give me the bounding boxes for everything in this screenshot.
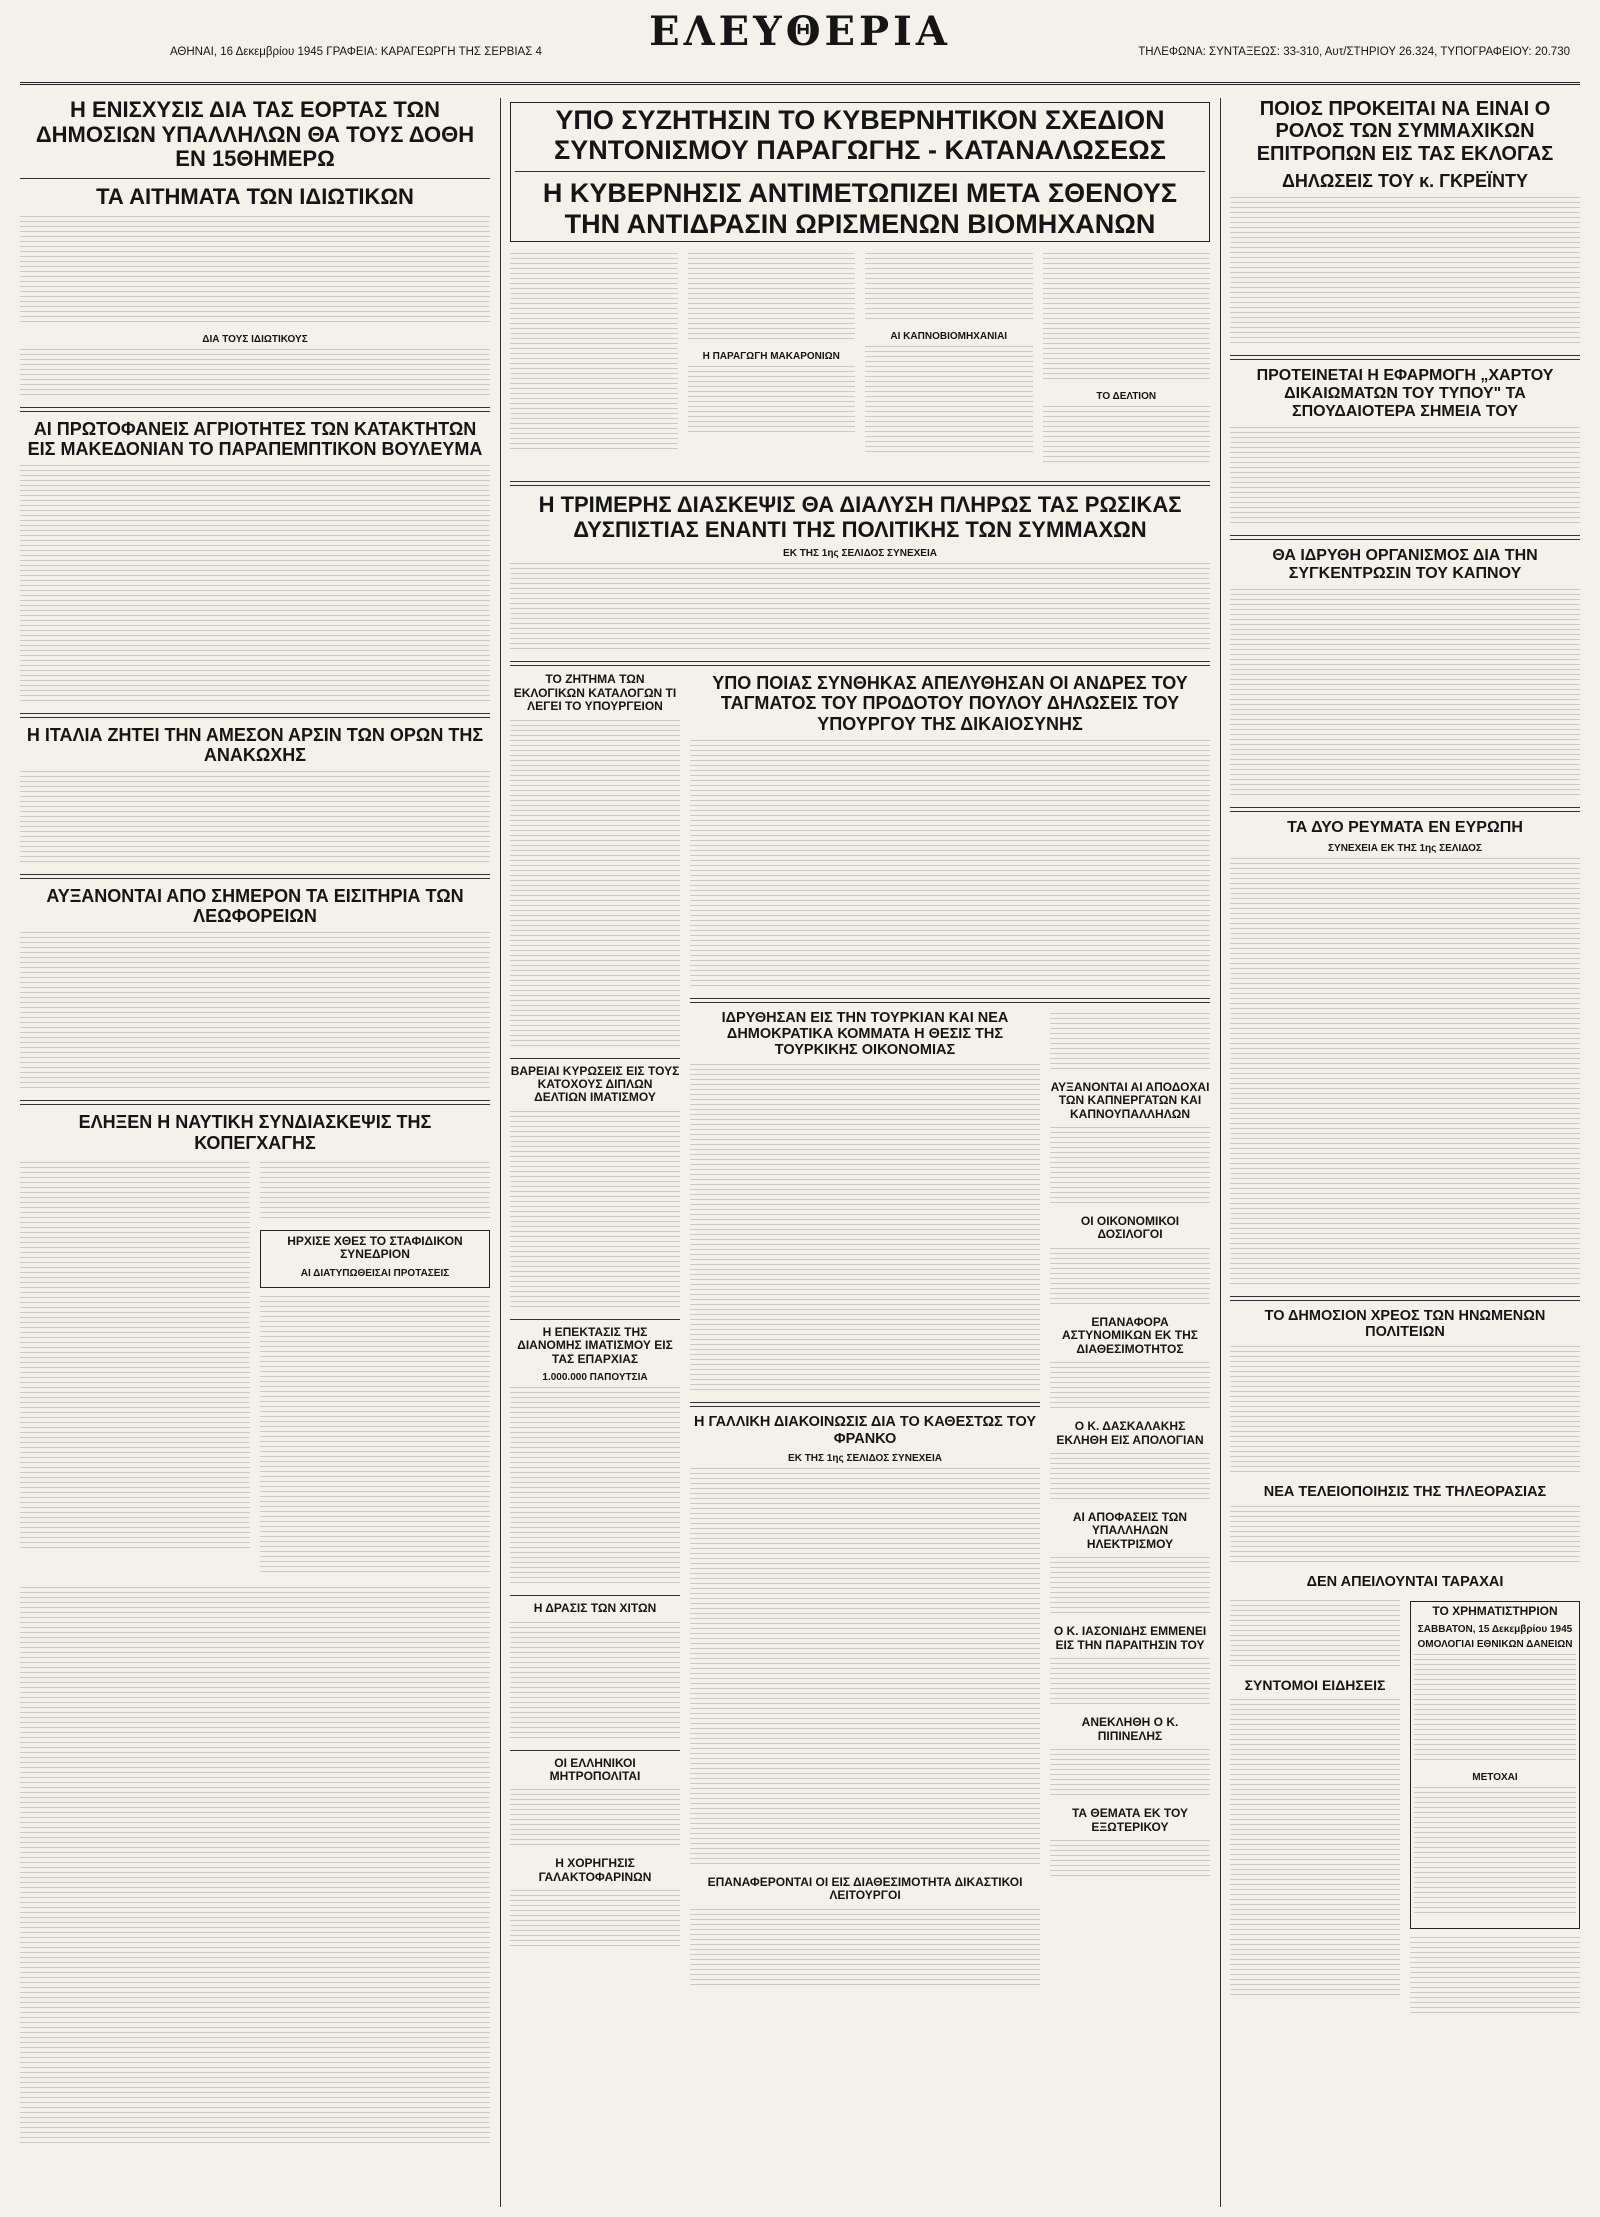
article-text bbox=[1410, 1937, 1580, 2017]
article-text bbox=[20, 932, 490, 1092]
headline-galliki: Η ΓΑΛΛΙΚΗ ΔΙΑΚΟΙΝΩΣΙΣ ΔΙΑ ΤΟ ΚΑΘΕΣΤΩΣ ΤΟΥ ΦΡΑΝΚΟ bbox=[693, 1414, 1037, 1447]
article-text bbox=[20, 349, 490, 399]
headline-pipinelis: ΑΝΕΚΛΗΘΗ Ο Κ. ΠΙΠΙΝΕΛΗΣ bbox=[1081, 1715, 1179, 1743]
headline-rev-mata: ΤΑ ΔΥΟ ΡΕΥΜΑΤΑ ΕΝ ΕΥΡΩΠΗ bbox=[1287, 818, 1523, 836]
headline-chrimatistirion: ΤΟ ΧΡΗΜΑΤΙΣΤΗΡΙΟΝ bbox=[1432, 1603, 1558, 1618]
article-text bbox=[1230, 1346, 1580, 1476]
article-text bbox=[1050, 1658, 1210, 1708]
headline-tileorasia: ΝΕΑ ΤΕΛΕΙΟΠΟΙΗΣΙΣ ΤΗΣ ΤΗΛΕΟΡΑΣΙΑΣ bbox=[1263, 1484, 1547, 1501]
newspaper-title: ΕΛΕΥΘΕΡΙΑ bbox=[649, 8, 951, 55]
stock-exchange-date: ΣΑΒΒΑΤΟΝ, 15 Δεκεμβρίου 1945 bbox=[1417, 1624, 1573, 1636]
article-text bbox=[260, 1162, 490, 1222]
article-text-continued bbox=[20, 1587, 490, 2147]
subhead-papoutsia: 1.000.000 ΠΑΠΟΥΤΣΙΑ bbox=[542, 1372, 648, 1384]
article-text bbox=[1050, 1362, 1210, 1412]
headline-greidy: ΔΗΛΩΣΕΙΣ ΤΟΥ κ. ΓΚΡΕΪΝΤΥ bbox=[1281, 171, 1529, 192]
headline-tourkia: ΙΔΡΥΘΗΣΑΝ ΕΙΣ ΤΗΝ ΤΟΥΡΚΙΑΝ ΚΑΙ ΝΕΑ ΔΗΜΟΚΡΑΤΙΚΑ ΚΟΜΜΑΤΑ Η ΘΕΣΙΣ ΤΗΣ ΤΟΥΡΚΙΚΗΣ ΟΙΚΟΝΟΜΙΑΣ bbox=[721, 1009, 1009, 1059]
stock-table-bonds bbox=[1414, 1654, 1576, 1764]
headline-dikastikoi: ΕΠΑΝΑΦΕΡΟΝΤΑΙ ΟΙ ΕΙΣ ΔΙΑΘΕΣΙΜΟΤΗΤΑ ΔΙΚΑΣΤΙΚΟΙ ΛΕΙΤΟΥΡΓΟΙ bbox=[707, 1874, 1023, 1903]
article-text bbox=[510, 253, 678, 453]
headline-daskalakis: Ο Κ. ΔΑΣΚΑΛΑΚΗΣ ΕΚΛΗΘΗ ΕΙΣ ΑΠΟΛΟΓΙΑΝ bbox=[1056, 1419, 1204, 1447]
article-text bbox=[1050, 1453, 1210, 1503]
headline-tarachai: ΔΕΝ ΑΠΕΙΛΟΥΝΤΑΙ ΤΑΡΑΧΑΙ bbox=[1306, 1574, 1504, 1591]
banner-syntonismos: ΥΠΟ ΣΥΖΗΤΗΣΙΝ ΤΟ ΚΥΒΕΡΝΗΤΙΚΟΝ ΣΧΕΔΙΟΝ ΣΥΝΤΟΝΙΣΜΟΥ ΠΑΡΑΓΩΓΗΣ - ΚΑΤΑΝΑΛΩΣΕΩΣ bbox=[554, 105, 1166, 166]
article-text bbox=[1050, 1557, 1210, 1617]
masthead-date-address: ΑΘΗΝΑΙ, 16 Δεκεμβρίου 1945 ΓΡΑΦΕΙΑ: ΚΑΡΑΓΕΩΡΓΗ ΤΗΣ ΣΕΡΒΙΑΣ 4 bbox=[170, 46, 542, 58]
article-text bbox=[1050, 1749, 1210, 1799]
headline-italia: Η ΙΤΑΛΙΑ ΖΗΤΕΙ ΤΗΝ ΑΜΕΣΟΝ ΑΡΣΙΝ ΤΩΝ ΟΡΩΝ ΤΗΣ ΑΝΑΚΩΧΗΣ bbox=[26, 724, 484, 765]
article-text bbox=[20, 1162, 250, 1552]
banner-kyvernisis: Η ΚΥΒΕΡΝΗΣΙΣ ΑΝΤΙΜΕΤΩΠΙΖΕΙ ΜΕΤΑ ΣΘΕΝΟΥΣ ΤΗΝ ΑΝΤΙΔΡΑΣΙΝ ΩΡΙΣΜΕΝΩΝ ΒΙΟΜΗΧΑΝΩΝ bbox=[542, 178, 1178, 239]
headline-kapnergatai: ΑΥΞΑΝΟΝΤΑΙ ΑΙ ΑΠΟΔΟΧΑΙ ΤΩΝ ΚΑΠΝΕΡΓΑΤΩΝ ΚΑΙ ΚΑΠΝΟΥΠΑΛΛΗΛΩΝ bbox=[1050, 1079, 1210, 1121]
headline-syntomoi-eidiseis: ΣΥΝΤΟΜΟΙ ΕΙΔΗΣΕΙΣ bbox=[1244, 1676, 1386, 1693]
headline-drasis-chiton: Η ΔΡΑΣΙΣ ΤΩΝ ΧΙΤΩΝ bbox=[533, 1601, 657, 1616]
headline-exoteriko: ΤΑ ΘΕΜΑΤΑ ΕΚ ΤΟΥ ΕΞΩΤΕΡΙΚΟΥ bbox=[1071, 1806, 1188, 1834]
subhead-synecheia: ΕΚ ΤΗΣ 1ης ΣΕΛΙΔΟΣ ΣΥΝΕΧΕΙΑ bbox=[783, 548, 937, 560]
headline-eisitiria: ΑΥΞΑΝΟΝΤΑΙ ΑΠΟ ΣΗΜΕΡΟΝ ΤΑ ΕΙΣΙΤΗΡΙΑ ΤΩΝ ΛΕΩΦΟΡΕΙΩΝ bbox=[46, 886, 464, 927]
article-text bbox=[690, 740, 1210, 990]
article-text bbox=[20, 465, 490, 705]
masthead bbox=[20, 8, 1580, 85]
headline-trimeris: Η ΤΡΙΜΕΡΗΣ ΔΙΑΣΚΕΨΙΣ ΘΑ ΔΙΑΛΥΣΗ ΠΛΗΡΩΣ ΤΑΣ ΡΩΣΙΚΑΣ ΔΥΣΠΙΣΤΙΑΣ ΕΝΑΝΤΙ ΤΗΣ ΠΟΛΙΤΙΚΗΣ ΤΩΝ ΣΥΜΜΑΧΩΝ bbox=[538, 491, 1182, 542]
article-text bbox=[510, 1622, 680, 1742]
headline-aitimata: ΤΑ ΑΙΤΗΜΑΤΑ ΤΩΝ ΙΔΙΩΤΙΚΩΝ bbox=[96, 183, 414, 209]
article-text bbox=[690, 1468, 1040, 1868]
article-text bbox=[510, 563, 1210, 653]
article-text bbox=[1230, 858, 1580, 1288]
headline-stafidikon: ΗΡΧΙΣΕ ΧΘΕΣ ΤΟ ΣΤΑΦΙΔΙΚΟΝ ΣΥΝΕΔΡΙΟΝ bbox=[287, 1233, 463, 1262]
subhead-deltion: ΤΟ ΔΕΛΤΙΟΝ bbox=[1096, 390, 1157, 402]
article-text bbox=[1043, 406, 1211, 466]
headline-astynomikoi: ΕΠΑΝΑΦΟΡΑ ΑΣΤΥΝΟΜΙΚΩΝ ΕΚ ΤΗΣ ΔΙΑΘΕΣΙΜΟΤΗΤΟΣ bbox=[1061, 1314, 1199, 1356]
article-text bbox=[690, 1909, 1040, 1989]
headline-naftiki: ΕΛΗΞΕΝ Η ΝΑΥΤΙΚΗ ΣΥΝΔΙΑΣΚΕΨΙΣ ΤΗΣ ΚΟΠΕΓΧΑΓΗΣ bbox=[78, 1112, 432, 1153]
article-text bbox=[510, 1789, 680, 1849]
column-center bbox=[510, 98, 1210, 2207]
article-text bbox=[1230, 1699, 1400, 1999]
article-text bbox=[1050, 1248, 1210, 1308]
headline-tagma-poulou: ΥΠΟ ΠΟΙΑΣ ΣΥΝΘΗΚΑΣ ΑΠΕΛΥΘΗΣΑΝ ΟΙ ΑΝΔΡΕΣ ΤΟΥ ΤΑΓΜΑΤΟΣ ΤΟΥ ΠΡΟΔΟΤΟΥ ΠΟΥΛΟΥ ΔΗΛΩΣΕΙΣ ΤΟΥ ΥΠΟΥΡΓΟΥ ΤΗΣ ΔΙΚΑΙΟΣΥΝΗΣ bbox=[712, 673, 1188, 734]
article-text bbox=[510, 1387, 680, 1587]
subhead-protaseis: ΑΙ ΔΙΑΤΥΠΩΘΕΙΣΑΙ ΠΡΟΤΑΣΕΙΣ bbox=[300, 1267, 450, 1279]
article-text bbox=[1230, 197, 1580, 347]
headline-ilektrismos: ΑΙ ΑΠΟΦΑΣΕΙΣ ΤΩΝ ΥΠΑΛΛΗΛΩΝ ΗΛΕΚΤΡΙΣΜΟΥ bbox=[1072, 1510, 1188, 1551]
subhead-revmata-synecheia: ΣΥΝΕΧΕΙΑ ΕΚ ΤΗΣ 1ης ΣΕΛΙΔΟΣ bbox=[1328, 842, 1482, 854]
headline-epektasis: Η ΕΠΕΚΤΑΣΙΣ ΤΗΣ ΔΙΑΝΟΜΗΣ ΙΜΑΤΙΣΜΟΥ ΕΙΣ ΤΑΣ ΕΠΑΡΧΙΑΣ bbox=[517, 1324, 673, 1366]
subhead-galliki-synecheia: ΕΚ ΤΗΣ 1ης ΣΕΛΙΔΟΣ ΣΥΝΕΧΕΙΑ bbox=[788, 1452, 942, 1464]
subhead-kapnoviomichaniai: ΑΙ ΚΑΠΝΟΒΙΟΜΗΧΑΝΙΑΙ bbox=[890, 330, 1008, 342]
article-text bbox=[1043, 253, 1211, 383]
subhead-idiotikous: ΔΙΑ ΤΟΥΣ ΙΔΙΩΤΙΚΟΥΣ bbox=[202, 333, 308, 345]
stock-table-shares bbox=[1414, 1787, 1576, 1917]
masthead-phones: ΤΗΛΕΦΩΝΑ: ΣΥΝΤΑΞΕΩΣ: 33-310, Αυτ/ΣΤΗΡΙΟΥ 26.324, ΤΥΠΟΓΡΑΦΕΙΟΥ: 20.730 bbox=[1138, 46, 1570, 58]
subhead-omologiai: ΟΜΟΛΟΓΙΑΙ ΕΘΝΙΚΩΝ ΔΑΝΕΙΩΝ bbox=[1417, 1639, 1573, 1651]
column-right bbox=[1230, 98, 1580, 2207]
article-text bbox=[510, 1111, 680, 1311]
article-text bbox=[1050, 1840, 1210, 1880]
headline-mitropolitai: ΟΙ ΕΛΛΗΝΙΚΟΙ ΜΗΤΡΟΠΟΛΙΤΑΙ bbox=[549, 1755, 641, 1783]
headline-chartis-typou: ΠΡΟΤΕΙΝΕΤΑΙ Η ΕΦΑΡΜΟΓΗ „ΧΑΡΤΟΥ ΔΙΚΑΙΩΜΑΤΩΝ ΤΟΥ ΤΥΠΟΥ" ΤΑ ΣΠΟΥΔΑΙΟΤΕΡΑ ΣΗΜΕΙΑ ΤΟΥ bbox=[1256, 367, 1554, 421]
article-text bbox=[865, 346, 1033, 456]
article-text bbox=[1050, 1127, 1210, 1207]
headline-dimosion-chreos: ΤΟ ΔΗΜΟΣΙΟΝ ΧΡΕΟΣ ΤΩΝ ΗΝΩΜΕΝΩΝ ΠΟΛΙΤΕΙΩΝ bbox=[1264, 1307, 1546, 1340]
article-text bbox=[20, 216, 490, 326]
headline-dosilogoi: ΟΙ ΟΙΚΟΝΟΜΙΚΟΙ ΔΟΣΙΛΟΓΟΙ bbox=[1080, 1213, 1180, 1242]
headline-iasonidis: Ο Κ. ΙΑΣΟΝΙΔΗΣ ΕΜΜΕΝΕΙ ΕΙΣ ΤΗΝ ΠΑΡΑΙΤΗΣΙΝ ΤΟΥ bbox=[1053, 1624, 1207, 1652]
article-text bbox=[1230, 589, 1580, 799]
headline-kapnos: ΘΑ ΙΔΡΥΘΗ ΟΡΓΑΝΙΣΜΟΣ ΔΙΑ ΤΗΝ ΣΥΓΚΕΝΤΡΩΣΙΝ ΤΟΥ ΚΑΠΝΟΥ bbox=[1272, 547, 1538, 582]
article-text bbox=[688, 253, 856, 343]
headline-agriotites: ΑΙ ΠΡΩΤΟΦΑΝΕΙΣ ΑΓΡΙΟΤΗΤΕΣ ΤΩΝ ΚΑΤΑΚΤΗΤΩΝ ΕΙΣ ΜΑΚΕΔΟΝΙΑΝ ΤΟ ΠΑΡΑΠΕΜΠΤΙΚΟΝ ΒΟΥΛΕΥΜΑ bbox=[27, 418, 483, 459]
article-text bbox=[510, 720, 680, 1050]
article-text bbox=[1050, 1013, 1210, 1073]
columns bbox=[20, 98, 1580, 2207]
article-text bbox=[1230, 1506, 1580, 1566]
headline-galaktofarina: Η ΧΟΡΗΓΗΣΙΣ ΓΑΛΑΚΤΟΦΑΡΙΝΩΝ bbox=[538, 1856, 652, 1884]
headline-ekloges: ΤΟ ΖΗΤΗΜΑ ΤΩΝ ΕΚΛΟΓΙΚΩΝ ΚΑΤΑΛΟΓΩΝ ΤΙ ΛΕΓΕΙ ΤΟ ΥΠΟΥΡΓΕΙΟΝ bbox=[513, 672, 677, 714]
article-text bbox=[865, 253, 1033, 323]
article-text bbox=[260, 1296, 490, 1576]
headline-varaiai-kyroseis: ΒΑΡΕΙΑΙ ΚΥΡΩΣΕΙΣ ΕΙΣ ΤΟΥΣ ΚΑΤΟΧΟΥΣ ΔΙΠΛΩΝ ΔΕΛΤΙΩΝ ΙΜΑΤΙΣΜΟΥ bbox=[510, 1063, 680, 1105]
subhead-makaronia: Η ΠΑΡΑΓΩΓΗ ΜΑΚΑΡΟΝΙΩΝ bbox=[702, 350, 840, 362]
article-text bbox=[20, 771, 490, 866]
article-text bbox=[1230, 1600, 1400, 1670]
headline-symmachikes-epitropes: ΠΟΙΟΣ ΠΡΟΚΕΙΤΑΙ ΝΑ ΕΙΝΑΙ Ο ΡΟΛΟΣ ΤΩΝ ΣΥΜΜΑΧΙΚΩΝ ΕΠΙΤΡΟΠΩΝ ΕΙΣ ΤΑΣ ΕΚΛΟΓΑΣ bbox=[1256, 98, 1554, 165]
article-text bbox=[690, 1064, 1040, 1394]
headline-enischysis: Η ΕΝΙΣΧΥΣΙΣ ΔΙΑ ΤΑΣ ΕΟΡΤΑΣ ΤΩΝ ΔΗΜΟΣΙΩΝ ΥΠΑΛΛΗΛΩΝ ΘΑ ΤΟΥΣ ΔΟΘΗ ΕΝ 15ΘΗΜΕΡΩ bbox=[35, 98, 475, 172]
article-text bbox=[1230, 427, 1580, 527]
article-text bbox=[688, 366, 856, 436]
column-left bbox=[20, 98, 490, 2207]
article-text bbox=[510, 1890, 680, 1950]
subhead-metochai: ΜΕΤΟΧΑΙ bbox=[1472, 1772, 1518, 1784]
